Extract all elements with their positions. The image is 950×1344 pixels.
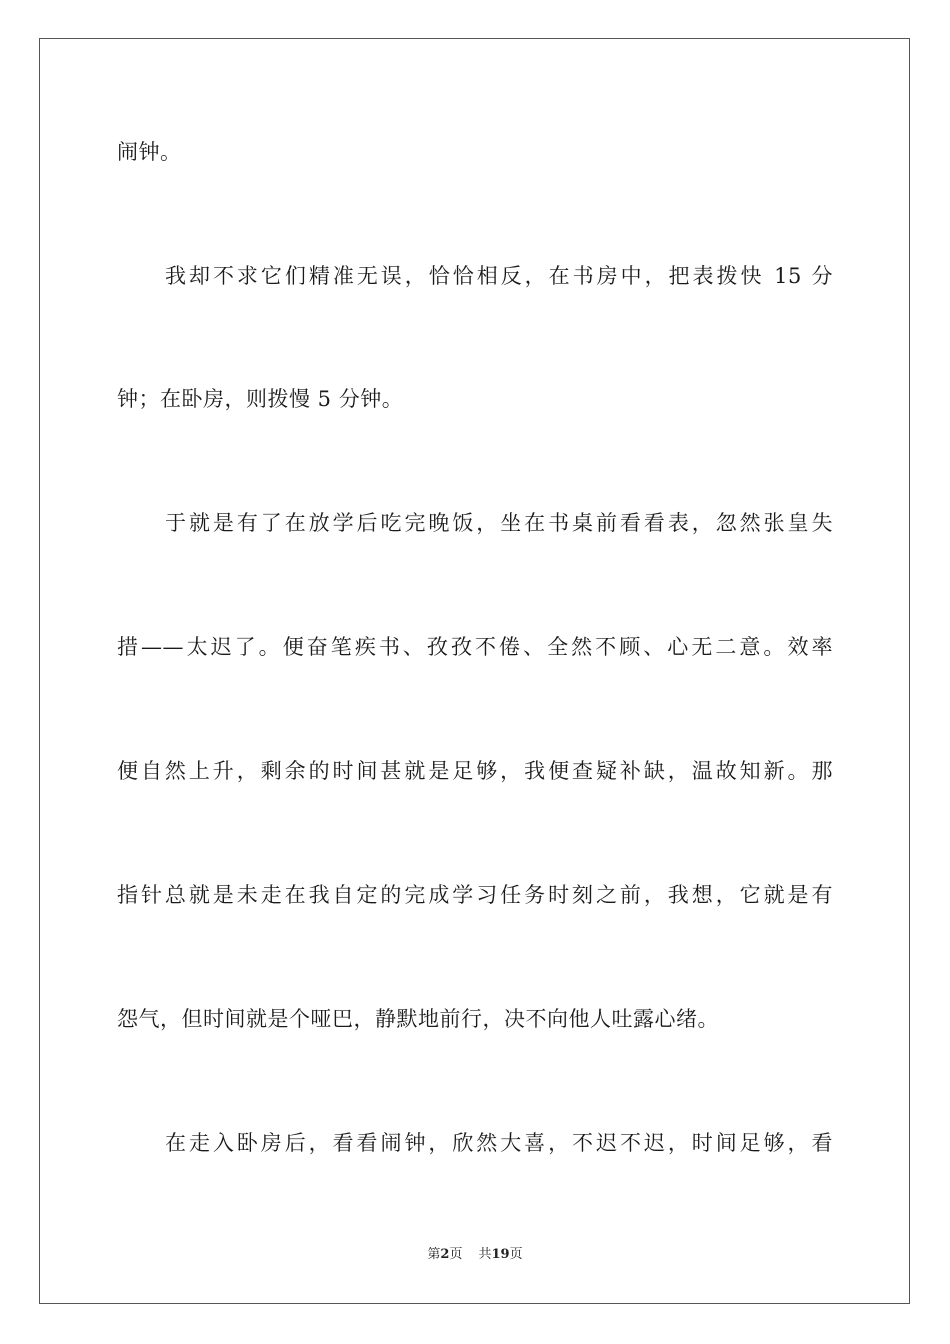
text-line-4: 于就是有了在放学后吃完晚饭，坐在书桌前看看表，忽然张皇失 (165, 511, 833, 535)
text-line-9: 在走入卧房后，看看闹钟，欣然大喜，不迟不迟，时间足够，看 (165, 1131, 833, 1155)
page-prefix: 第 (427, 1247, 441, 1262)
page-suffix: 页 (449, 1247, 463, 1262)
text-line-5: 措——太迟了。便奋笔疾书、孜孜不倦、全然不顾、心无二意。效率 (117, 635, 833, 659)
text-line-7: 指针总就是未走在我自定的完成学习任务时刻之前，我想，它就是有 (117, 883, 833, 907)
text-line-1: 闹钟。 (117, 140, 182, 164)
page-footer (0, 1246, 950, 1264)
text-line-2: 我却不求它们精准无误，恰恰相反，在书房中，把表拨快 15 分 (165, 264, 833, 288)
text-line-8: 怨气，但时间就是个哑巴，静默地前行，决不向他人吐露心绪。 (117, 1007, 719, 1031)
total-suffix: 页 (509, 1247, 523, 1262)
page-current: 2 (440, 1247, 450, 1262)
page-border (39, 38, 910, 1304)
text-line-6: 便自然上升，剩余的时间甚就是足够，我便查疑补缺，温故知新。那 (117, 759, 833, 783)
total-prefix: 共 (478, 1247, 492, 1262)
text-line-3: 钟；在卧房，则拨慢 5 分钟。 (117, 387, 404, 411)
page-total: 19 (491, 1247, 510, 1262)
